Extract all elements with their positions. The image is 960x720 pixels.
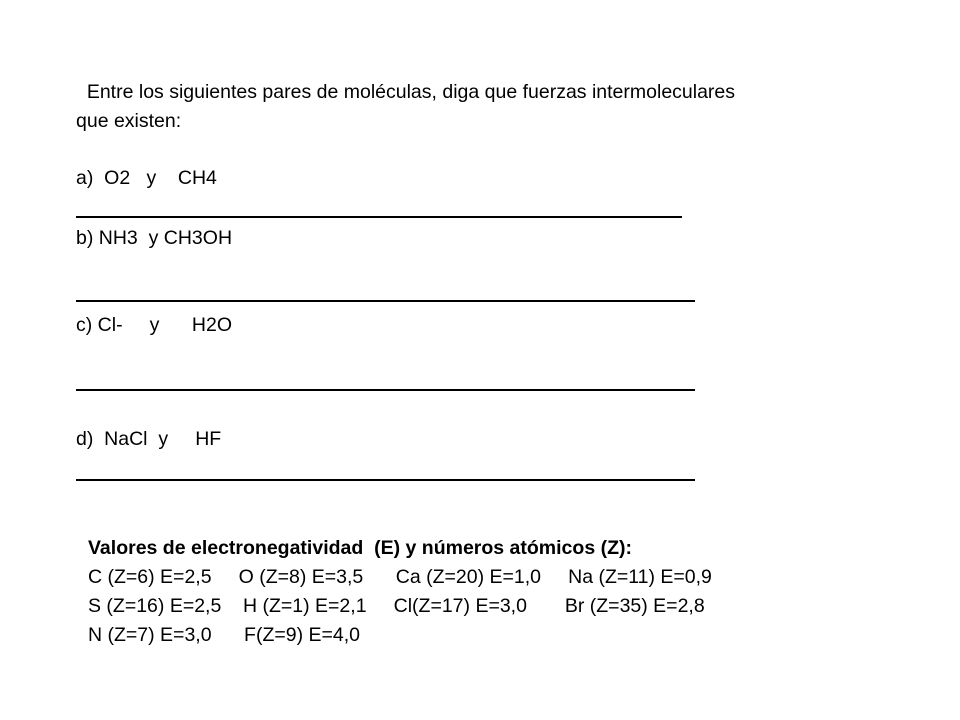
answer-line-b bbox=[76, 300, 695, 302]
reference-row: C (Z=6) E=2,5 O (Z=8) E=3,5 Ca (Z=20) E=1,0 Na (Z=11) E=0,9 bbox=[88, 566, 712, 588]
reference-row: N (Z=7) E=3,0 F(Z=9) E=4,0 bbox=[88, 624, 361, 646]
answer-line-d bbox=[76, 479, 695, 481]
answer-line-c bbox=[76, 389, 695, 391]
question-intro-line-1: Entre los siguientes pares de moléculas, diga que fuerzas intermoleculares bbox=[76, 81, 736, 103]
reference-row: S (Z=16) E=2,5 H (Z=1) E=2,1 Cl(Z=17) E=3,0 Br (Z=35) E=2,8 bbox=[88, 595, 705, 617]
reference-title: Valores de electronegatividad (E) y números atómicos (Z): bbox=[88, 537, 632, 559]
pair-a-label: a) O2 y CH4 bbox=[76, 167, 217, 189]
question-intro-line-2: que existen: bbox=[76, 110, 182, 132]
pair-c-label: c) Cl- y H2O bbox=[76, 314, 233, 336]
answer-line-a bbox=[76, 216, 682, 218]
pair-d-label: d) NaCl y HF bbox=[76, 428, 222, 450]
pair-b-label: b) NH3 y CH3OH bbox=[76, 227, 233, 249]
